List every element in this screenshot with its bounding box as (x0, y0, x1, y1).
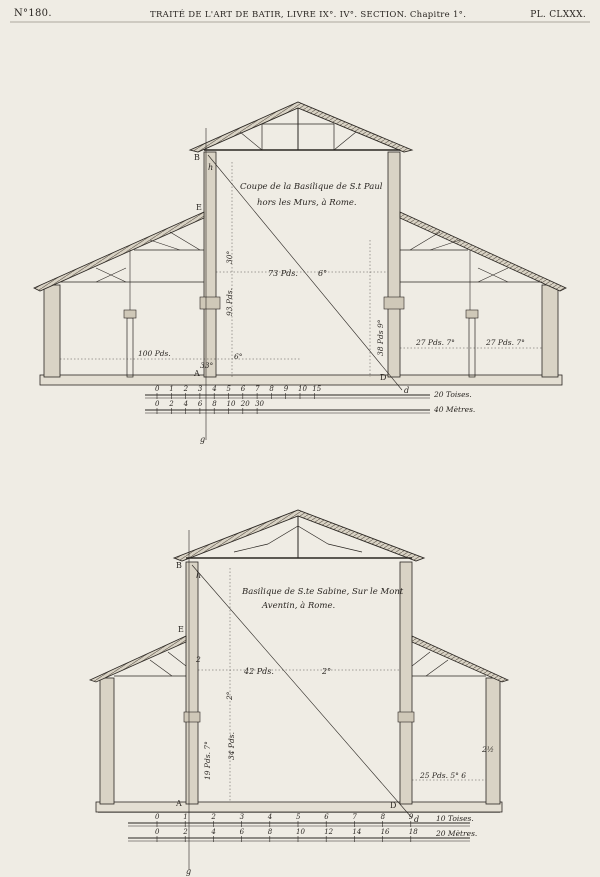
point-E-b: E (178, 625, 184, 634)
dim-left-h-b: 19 Pds. 7° (203, 741, 212, 780)
nave-wall-right (388, 152, 400, 377)
scale-toise-label: 7 (352, 813, 357, 821)
point-E: E (196, 203, 202, 212)
scale-toise-label: 8 (269, 385, 274, 393)
dim-aisle-b: 25 Pds. 5° 6 (420, 771, 467, 780)
dim-aisle-frac-b: 2½ (482, 745, 495, 754)
scale-toise-label: 0 (155, 385, 160, 393)
point-d-b: d (414, 815, 420, 824)
scale-toise-label: 15 (312, 385, 322, 393)
nave-roof (190, 102, 412, 152)
point-h: h (208, 163, 214, 172)
capital-left (124, 310, 136, 318)
capital-nave-right (384, 297, 404, 309)
scale-toise-label: 6 (240, 385, 246, 393)
capital-nave-left (200, 297, 220, 309)
scale-toise-label: 1 (169, 385, 174, 393)
plate-reference: PL. CLXXX. (530, 10, 586, 20)
scale-toise-label: 5 (296, 813, 301, 821)
scale-metre-label: 8 (267, 828, 273, 836)
scale-toise-label: 4 (267, 813, 273, 821)
scale-metre-label: 20 (240, 400, 250, 408)
scale-metre-label: 14 (352, 828, 362, 836)
scale-toise-label: 3 (197, 385, 203, 393)
scale-metre-label: 6 (239, 828, 245, 836)
scale-metre-label: 12 (324, 828, 334, 836)
point-D: D (380, 373, 387, 382)
left-aisle-roof (34, 212, 204, 291)
scale-toise-label: 10 (298, 385, 307, 393)
capital-right (466, 310, 478, 318)
dim-right-h-b: 34 Pds. (227, 731, 236, 760)
scale-toise-label: 1 (183, 813, 188, 821)
scale-metre-label: 2 (183, 828, 188, 836)
right-aisle-roof (400, 212, 566, 291)
caption-st-paul-2: hors les Murs, à Rome. (257, 198, 357, 208)
scale-metre-label: 2 (169, 400, 174, 408)
dim-wall-h1-b: 2 (196, 655, 201, 664)
nave-wall-left-b (186, 562, 198, 804)
scale-metre-label: 0 (155, 828, 160, 836)
dim-nave-width: 73 Pds. (268, 269, 298, 278)
scale-toise-label: 8 (380, 813, 386, 821)
plate-number: N°180. (14, 8, 52, 19)
dim-base: 33° (200, 361, 214, 370)
plate-title: TRAITÉ DE L'ART DE BATIR, LIVRE IX°. IV°. SECTION. Chapitre 1°. (150, 10, 467, 20)
dim-aisle-right: 27 Pds. 7° (486, 338, 525, 347)
point-d: d (404, 386, 410, 395)
point-h-b: h (196, 571, 202, 580)
point-g-b: g (186, 867, 192, 876)
caption-st-sabine-1: Basilique de S.te Sabine, Sur le Mont (242, 587, 404, 597)
dim-nave-width-b: 42 Pds. (244, 667, 274, 676)
left-outer-wall (44, 285, 60, 377)
scale-metre-label: 18 (408, 828, 418, 836)
scale-metre-label: 30 (255, 400, 265, 408)
column-left (127, 318, 133, 377)
point-B-b: B (176, 561, 182, 570)
dim-total: 100 Pds. (138, 349, 171, 358)
scale-metre-label: 4 (183, 400, 189, 408)
scale-toise-label: 7 (255, 385, 260, 393)
left-outer-wall-b (100, 678, 114, 804)
scale-metre-label: 10 (296, 828, 305, 836)
dim-aisle-left: 27 Pds. 7° (416, 338, 455, 347)
scale-toise-label: 9 (283, 385, 289, 393)
scale-metre-label: 16 (380, 828, 390, 836)
dim-right-h: 38 Pds 9° (376, 319, 385, 356)
scale-toise-label: 5 (226, 385, 231, 393)
scale-toises-label: 20 Toises. (434, 390, 472, 399)
scale-metre-label: 8 (212, 400, 217, 408)
right-outer-wall (542, 285, 558, 377)
dim-wall-h2: 93 Pds. (225, 287, 234, 316)
dim-nave-inches-b: 2° (322, 667, 332, 676)
scale-toise-label: 2 (211, 813, 216, 821)
point-A-b: A (176, 799, 182, 808)
dim-base2: 6° (234, 352, 243, 361)
scale-toises-label-b: 10 Toises. (436, 814, 474, 823)
scale-metre-label: 0 (155, 400, 160, 408)
left-aisle-roof-b (90, 636, 186, 682)
st-paul-labels (138, 153, 525, 444)
caption-st-sabine-2: Aventin, à Rome. (262, 601, 336, 611)
dim-wall-h1: 30° (225, 250, 234, 264)
point-D-b: D (390, 801, 397, 810)
point-g: g (200, 435, 206, 444)
scale-metre-label: 4 (211, 828, 216, 836)
right-outer-wall-b (486, 678, 500, 804)
point-A: A (194, 369, 200, 378)
scale-toise-label: 6 (324, 813, 329, 821)
right-aisle-roof-b (412, 636, 508, 682)
column-right (469, 318, 475, 377)
scale-toise-label: 0 (155, 813, 160, 821)
scale-metres-label-b: 20 Mètres. (436, 829, 478, 838)
dim-nave-inches: 6° (318, 269, 328, 278)
nave-roof-b (174, 510, 424, 561)
scale-toise-label: 3 (239, 813, 245, 821)
scale-toise-label: 9 (408, 813, 414, 821)
dim-wall-h2-b: 2° (225, 691, 234, 700)
scale-metres-label: 40 Mètres. (434, 405, 476, 414)
scale-metre-label: 6 (197, 400, 203, 408)
caption-st-paul-1: Coupe de la Basilique de S.t Paul (240, 182, 383, 192)
scale-metre-label: 10 (226, 400, 236, 408)
floor-slab (40, 375, 562, 385)
st-sabine-labels (155, 561, 494, 876)
scale-toise-label: 2 (183, 385, 189, 393)
scale-toise-label: 4 (212, 385, 217, 393)
point-B: B (194, 153, 200, 162)
nave-wall-right-b (400, 562, 412, 804)
